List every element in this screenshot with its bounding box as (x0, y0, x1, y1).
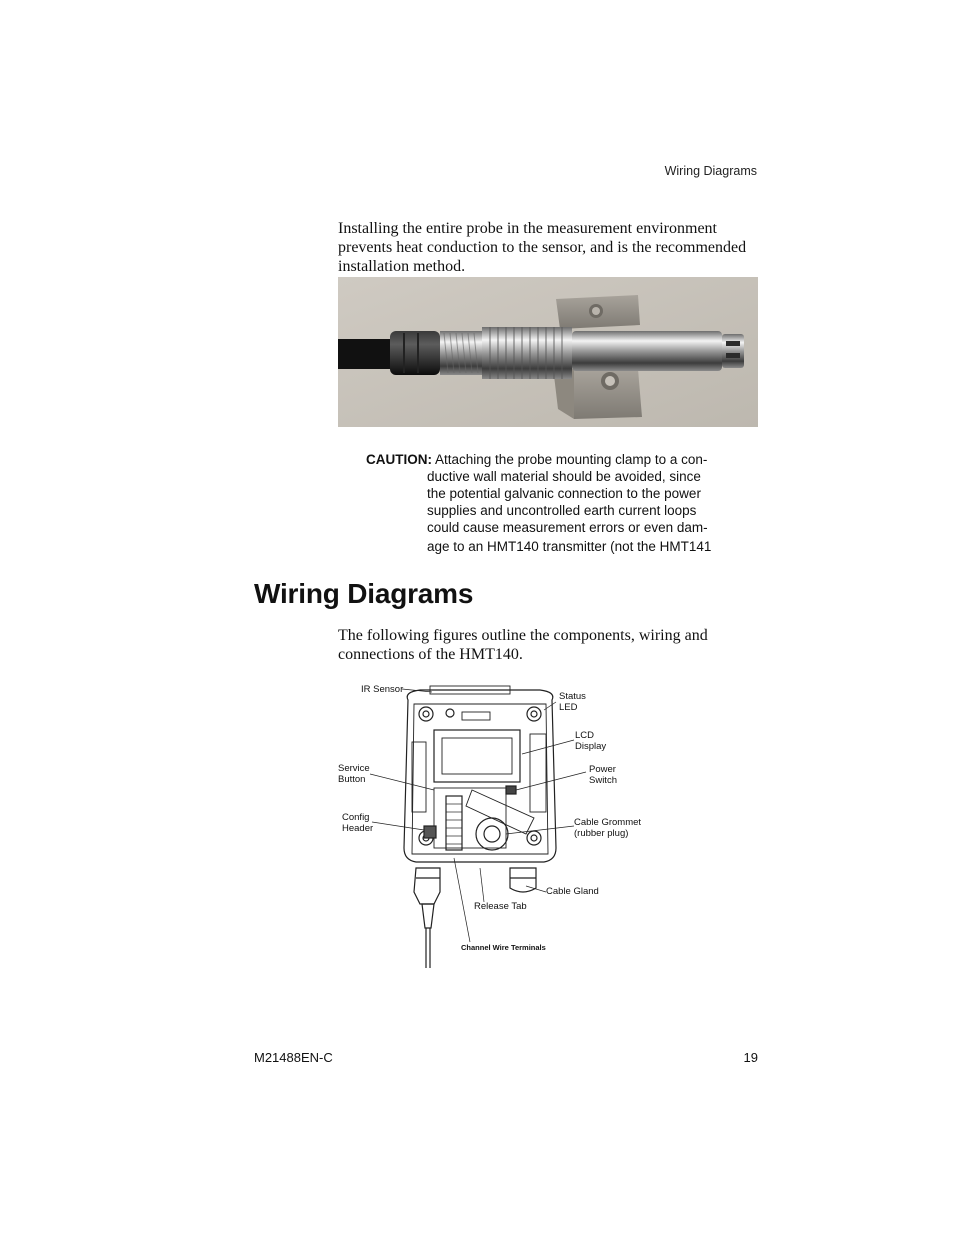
label-status-led-line2: LED (559, 702, 578, 713)
caution-line-5: could cause measurement errors or even dam- (427, 520, 708, 535)
section-paragraph: The following figures outline the components, wiring and connections of the HMT140. (338, 627, 708, 663)
footer-page-number: 19 (743, 1050, 758, 1065)
label-power-line2: Switch (589, 775, 617, 786)
label-config-header (342, 812, 373, 834)
caution-line-3: the potential galvanic connection to the power (427, 486, 701, 501)
label-service-line1: Service (338, 763, 370, 774)
label-grommet-line2: (rubber plug) (574, 828, 629, 839)
label-config-line1: Config (342, 812, 370, 823)
wiring-diagram (330, 678, 650, 970)
label-release-tab: Release Tab (474, 901, 527, 912)
intro-paragraph: Installing the entire probe in the measurement environment prevents heat conduction to the sensor, and is the recommended installation method. (338, 220, 747, 275)
label-power-line1: Power (589, 764, 616, 775)
running-header: Wiring Diagrams (664, 164, 757, 178)
label-power-switch (589, 764, 617, 786)
caution-line-1: Attaching the probe mounting clamp to a con- (435, 452, 708, 467)
label-cable-grommet (574, 817, 641, 839)
footer-doc-code: M21488EN-C (254, 1050, 333, 1065)
label-lcd-display (575, 730, 606, 752)
label-lcd-line2: Display (575, 741, 607, 752)
label-status-led (559, 691, 586, 713)
label-grommet-line1: Cable Grommet (574, 817, 642, 828)
caution-line-6: age to an HMT140 transmitter (not the HMT141 (427, 539, 712, 554)
caution-line-4: supplies and uncontrolled earth current loops (427, 503, 697, 518)
label-ir-sensor: IR Sensor (361, 684, 404, 695)
section-title: Wiring Diagrams (254, 578, 474, 609)
caution-line-2: ductive wall material should be avoided, since (427, 469, 701, 484)
caution-label: CAUTION: (366, 452, 432, 467)
label-cable-gland: Cable Gland (546, 886, 599, 897)
label-channel-wire-terminals: Channel Wire Terminals (461, 943, 546, 952)
probe-photo (338, 277, 758, 427)
label-service-button (338, 763, 370, 785)
label-status-led-line1: Status (559, 691, 586, 702)
label-config-line2: Header (342, 823, 374, 834)
label-service-line2: Button (338, 774, 366, 785)
label-lcd-line1: LCD (575, 730, 595, 741)
caution-note (366, 451, 746, 555)
